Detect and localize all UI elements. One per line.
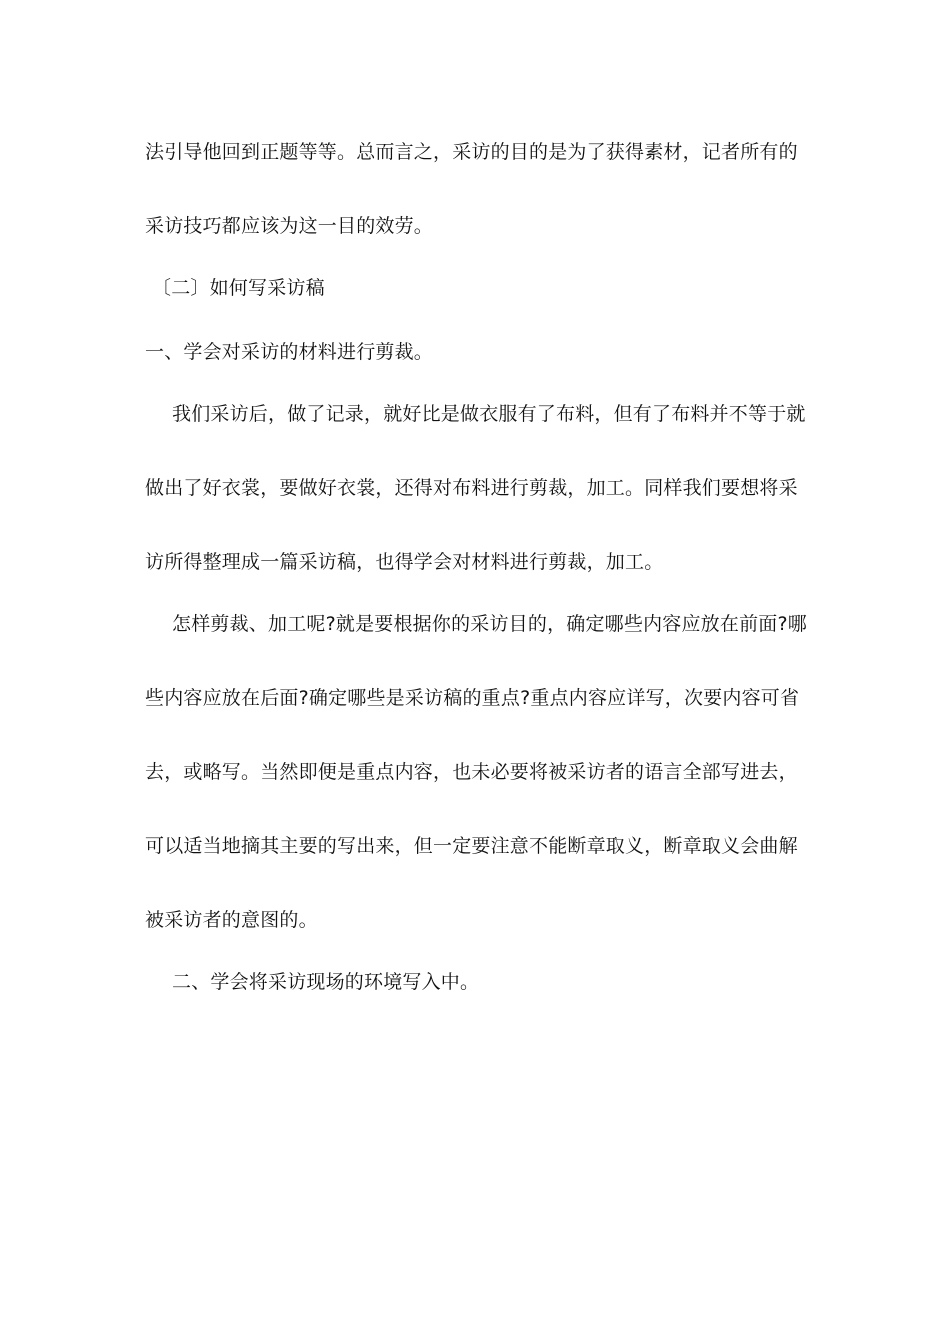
subsection-heading: 一、学会对采访的材料进行剪裁。 (145, 341, 434, 363)
section-heading: 〔二〕如何写采访稿 (152, 277, 325, 299)
paragraph-line: 采访技巧都应该为这一目的效劳。 (145, 215, 434, 237)
subsection-heading: 二、学会将采访现场的环境写入中。 (172, 971, 480, 993)
paragraph-line: 做出了好衣裳，要做好衣裳，还得对布料进行剪裁，加工。同样我们要想将采 (145, 477, 798, 499)
paragraph-line: 怎样剪裁、加工呢?就是要根据你的采访目的，确定哪些内容应放在前面?哪 (172, 613, 807, 635)
paragraph-line: 法引导他回到正题等等。总而言之，采访的目的是为了获得素材，记者所有的 (145, 141, 798, 163)
paragraph-line: 访所得整理成一篇采访稿，也得学会对材料进行剪裁，加工。 (145, 551, 664, 573)
paragraph-line: 去，或略写。当然即便是重点内容，也未必要将被采访者的语言全部写进去， (145, 761, 798, 783)
paragraph-line: 被采访者的意图的。 (145, 909, 318, 931)
paragraph-line: 些内容应放在后面?确定哪些是采访稿的重点?重点内容应详写，次要内容可省 (145, 687, 800, 709)
paragraph-line: 可以适当地摘其主要的写出来，但一定要注意不能断章取义，断章取义会曲解 (145, 835, 798, 857)
paragraph-line: 我们采访后，做了记录，就好比是做衣服有了布料，但有了布料并不等于就 (172, 403, 806, 425)
